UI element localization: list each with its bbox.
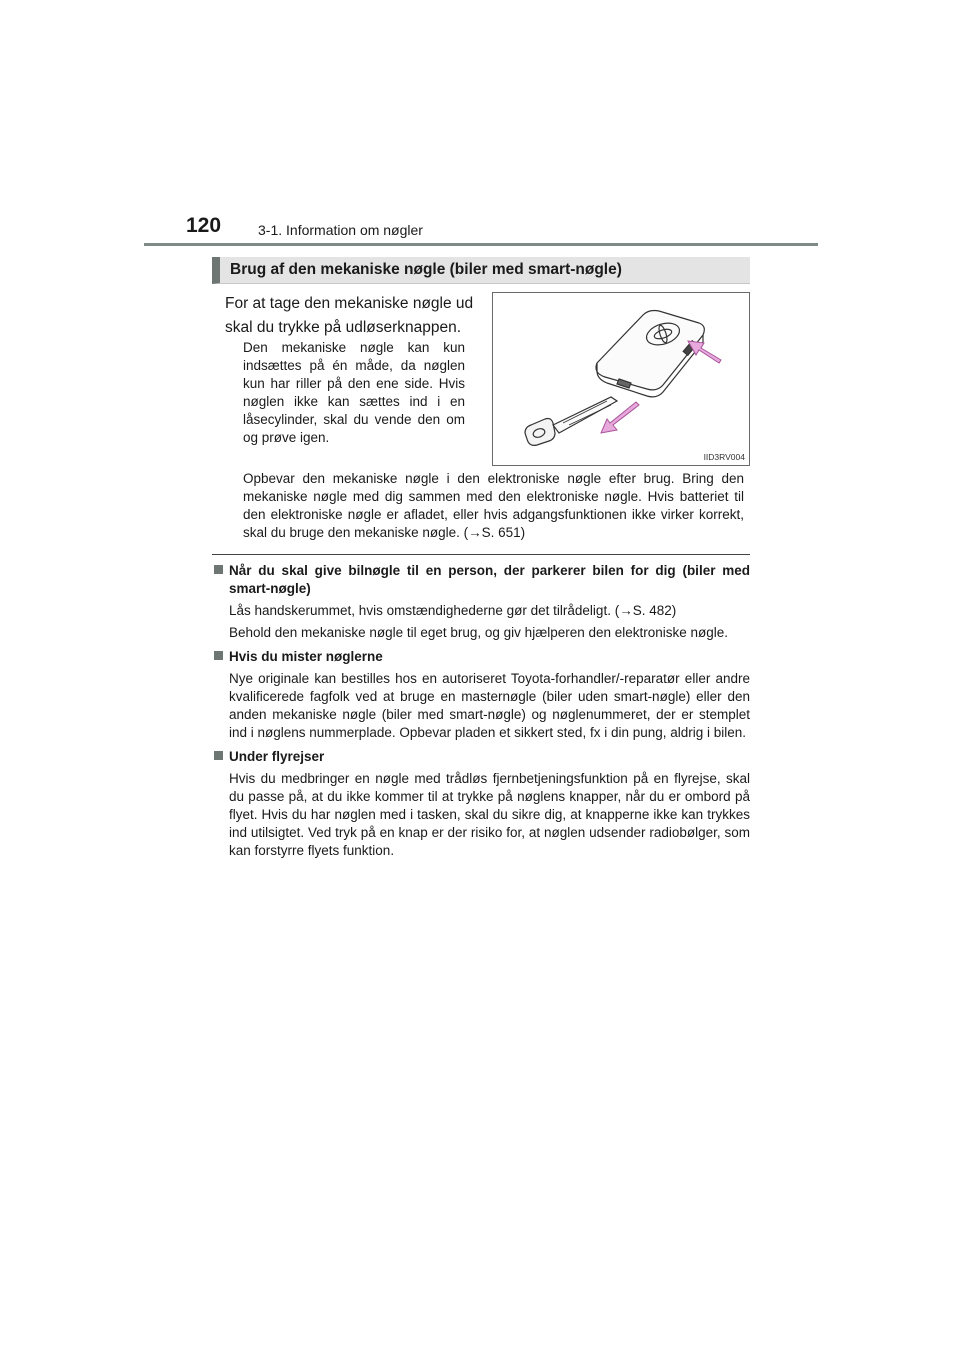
note-heading-text: Hvis du mister nøglerne (229, 649, 383, 664)
mechanical-key (525, 397, 617, 445)
note-paragraph: Behold den mekaniske nøgle til eget brug, og giv hjælperen den elektroniske nøgle. (229, 625, 729, 640)
note-lost-keys (212, 648, 750, 742)
note-paragraph: Nye originale kan bestilles hos en autoriseret Toyota-forhandler/-reparatør eller andre kvalificerede fagfolk ved at bruge en masternøgle (biler uden smart-nøgle) eller den anden mekaniske nøgle (biler med smart-nøgle) og nøglenummeret, der er stemplet ind i nøglens nummerplade. Opbevar pladen et sikkert sted, fx i din pung, aldrig i bilen. (229, 671, 750, 740)
section-title-bar (212, 257, 750, 284)
note-paragraph: Hvis du medbringer en nøgle med trådløs fjernbetjeningsfunktion på en flyrejse, skal du passe på, at du ikke kommer til at trykke på nøglens knapper, når du er ombord på flyet. Hvis du har nøglen med i tasken, skal du sikre dig, at knapperne ikke kan trykkes ind utilsigtet. Ved tryk på en knap er der risiko for, at nøglen udsender radiobølger, som kan forstyrre flyets funktion. (229, 771, 750, 858)
illustration-code: IID3RV004 (703, 452, 745, 462)
storage-note: Opbevar den mekaniske nøgle i den elektroniske nøgle efter brug. Bring den mekaniske nøgle med dig sammen med den elektroniske nøgle. Hvis batteriet til den elektroniske nøgle er afladet, eller hvis adgangsfunktionen ikke virker korrekt, skal du bruge den mekaniske nøgle. (→S. 651) (243, 471, 744, 540)
section-divider (212, 554, 750, 555)
section-title: Brug af den mekaniske nøgle (biler med smart-nøgle) (230, 261, 622, 278)
square-bullet-icon (214, 651, 223, 660)
note-flights (212, 748, 750, 860)
note-valet (212, 562, 750, 642)
header-rule (144, 243, 818, 246)
note-paragraph: Lås handskerummet, hvis omstændighederne gør det tilrådeligt. (→S. 482) (229, 603, 677, 618)
note-heading (212, 648, 750, 666)
smart-key-fob (596, 311, 704, 397)
smart-key-drawing (493, 293, 749, 465)
note-heading (212, 748, 750, 766)
note-heading-text: Når du skal give bilnøgle til en person, der parkerer bilen for dig (biler med smart-nøgle) (229, 563, 750, 596)
key-illustration (492, 292, 750, 466)
square-bullet-icon (214, 751, 223, 760)
page-number: 120 (186, 214, 222, 237)
release-button-arrow (688, 341, 721, 363)
running-head: 3-1. Information om nøgler (258, 222, 423, 238)
intro-text: For at tage den mekaniske nøgle ud skal du trykke på udløserknappen. (225, 295, 474, 336)
insertion-note: Den mekaniske nøgle kan kun indsættes på én måde, da nøglen kun har riller på den ene side. Hvis nøglen ikke kan sættes ind i en låsecylinder, skal du vende den om og prøve igen. (243, 340, 465, 445)
notes-list (212, 562, 750, 866)
square-bullet-icon (214, 565, 223, 574)
note-heading (212, 562, 750, 598)
note-heading-text: Under flyrejser (229, 749, 325, 764)
